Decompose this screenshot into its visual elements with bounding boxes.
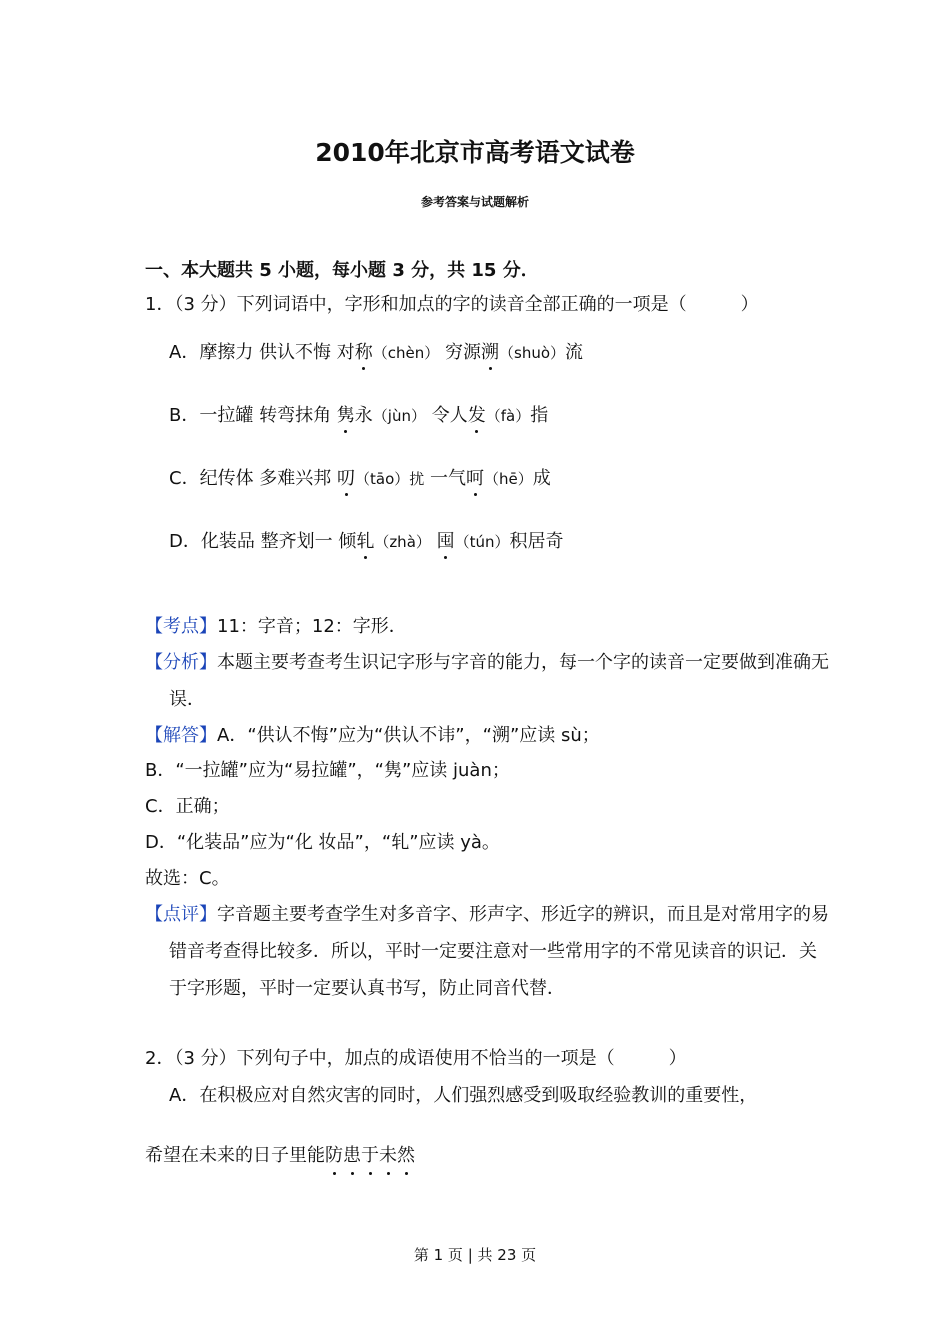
kaodian-block: 【考点】11：字音；12：字形． <box>145 616 407 637</box>
question-1-option-b: B．一拉罐 转弯抹角 隽永（jùn） 令人发（fà）指 <box>169 401 548 427</box>
dianping-block: 【点评】字音题主要考查学生对多音字、形声字、形近字的辨识，而且是对常用字的易错音考查得比较多．所以，平时一定要注意对一些常用字的不常见读音的识记．关于字形题，平时一定要认真书写，防止同音代替． <box>145 904 829 999</box>
dotted-char: 呵 <box>466 464 484 490</box>
answer-c: C．正确； <box>145 796 230 817</box>
dotted-char: 囤 <box>437 527 455 553</box>
page-subtitle: 参考答案与试题解析 <box>420 195 529 209</box>
question-1-option-a: A．摩擦力 供认不悔 对称（chèn） 穷源溯（shuò）流 <box>169 338 583 364</box>
dotted-char: 防 <box>325 1143 343 1169</box>
page-title: 2010年北京市高考语文试卷 <box>315 138 635 167</box>
dotted-char: 称 <box>355 338 373 364</box>
question-2-option-a: A．在积极应对自然灾害的同时，人们强烈感受到吸取经验教训的重要性， <box>169 1085 758 1106</box>
dotted-char: 轧 <box>356 527 374 553</box>
dianping-tag: 【点评】 <box>145 904 217 925</box>
answer-d: D．“化装品”应为“化 妆品”，“轧”应读 yà。 <box>145 832 500 853</box>
jieda-block: 【解答】A．“供认不悔”应为“供认不讳”，“溯”应读 sù； <box>145 725 600 746</box>
fenxi-block: 【分析】本题主要考查考生识记字形与字音的能力，每一个字的读音一定要做到准确无误． <box>145 652 829 710</box>
question-2-stem: 2．（3 分）下列句子中，加点的成语使用不恰当的一项是（ ） <box>145 1048 687 1069</box>
page-footer: 第 1 页 | 共 23 页 <box>413 1246 537 1264</box>
dotted-char: 未 <box>379 1143 397 1169</box>
dotted-char: 患 <box>343 1143 361 1169</box>
question-1-stem: 1．（3 分）下列词语中，字形和加点的字的读音全部正确的一项是（ ） <box>145 294 759 315</box>
question-1-option-c: C．纪传体 多难兴邦 叨（tāo）扰 一气呵（hē）成 <box>169 464 551 490</box>
section-heading: 一、本大题共 5 小题，每小题 3 分，共 15 分． <box>145 260 539 281</box>
dotted-char: 溯 <box>481 338 499 364</box>
fenxi-tag: 【分析】 <box>145 652 217 673</box>
question-2-option-a-continued: 希望在未来的日子里能防患于未然 <box>145 1143 415 1169</box>
jieda-tag: 【解答】 <box>145 725 217 746</box>
kaodian-tag: 【考点】 <box>145 616 217 637</box>
dotted-char: 于 <box>361 1143 379 1169</box>
dotted-char: 隽 <box>337 401 355 427</box>
question-1-option-d: D．化装品 整齐划一 倾轧（zhà） 囤（tún）积居奇 <box>169 527 564 553</box>
dotted-char: 发 <box>468 401 486 427</box>
answer-choice: 故选：C。 <box>145 868 230 889</box>
answer-b: B．“一拉罐”应为“易拉罐”，“隽”应读 juàn； <box>145 760 510 781</box>
dotted-char: 然 <box>397 1143 415 1169</box>
dotted-char: 叨 <box>337 464 355 490</box>
